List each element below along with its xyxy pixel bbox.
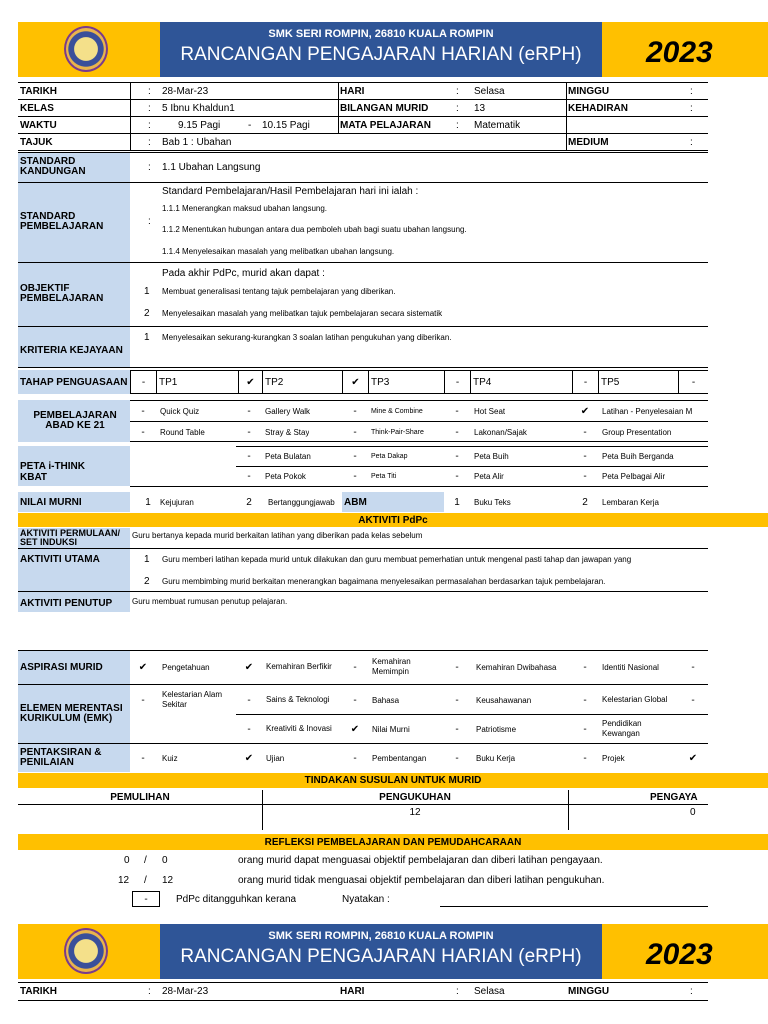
aspirasi-mark[interactable]: - (691, 661, 695, 673)
colon: : (456, 102, 459, 114)
emk-mark[interactable]: - (247, 723, 251, 735)
slash: / (144, 874, 147, 886)
colon: : (148, 985, 151, 997)
school-logo (64, 26, 108, 72)
aspirasi-mark[interactable]: - (583, 661, 587, 673)
refleksi-r1a: 0 (124, 854, 130, 866)
pentaksiran-ujian: Ujian (266, 753, 285, 763)
nyatakan-line[interactable] (440, 906, 708, 907)
ithink-dakap: Peta Dakap (371, 453, 408, 460)
ithink-buih: Peta Buih (474, 452, 509, 461)
emk-mark[interactable]: - (691, 694, 695, 706)
school-logo (64, 928, 108, 974)
abad-group-presentation: Group Presentation (602, 427, 672, 437)
aspirasi-mark[interactable]: ✔ (138, 661, 148, 673)
year: 2023 (646, 36, 713, 69)
label-minggu: MINGGU (568, 85, 610, 97)
emk-bahasa: Bahasa (372, 695, 400, 705)
aspirasi-pengetahuan: Pengetahuan (162, 662, 210, 672)
sp-item-3: 1.1.4 Menyelesaikan masalah yang melibatkan ubahan langsung. (162, 246, 395, 256)
ithink-pelbagai-alir: Peta Pelbagai Alir (602, 472, 666, 481)
school-name: SMK SERI ROMPIN, 26810 KUALA ROMPIN (268, 930, 494, 942)
penutup-text: Guru membuat rumusan penutup pelajaran. (132, 596, 288, 606)
abad-latihan: Latihan - Penyelesaian M (602, 406, 693, 416)
aspirasi-memimpin: Kemahiran Memimpin (372, 657, 411, 676)
header2-title-block (160, 924, 602, 979)
aspirasi-mark[interactable]: - (353, 661, 357, 673)
pentaksiran-mark[interactable]: - (141, 752, 145, 764)
label-tarikh: TARIKH (20, 85, 58, 97)
nilai-1: Kejujuran (160, 497, 194, 507)
nilai-num: 2 (246, 496, 252, 508)
value-tarikh: 28-Mar-23 (162, 85, 209, 97)
header-title-block (160, 22, 602, 77)
value-hari: Selasa (474, 85, 505, 97)
tp4: TP4 (470, 371, 572, 393)
label-bilangan: BILANGAN MURID (340, 102, 429, 114)
tp4-mark[interactable]: - (444, 371, 470, 393)
ithink-buih-berganda: Peta Buih Berganda (602, 452, 674, 461)
pentaksiran-mark[interactable]: - (583, 752, 587, 764)
doc-title: RANCANGAN PENGAJARAN HARIAN (eRPH) (180, 44, 582, 65)
abad-mark[interactable]: - (141, 405, 145, 417)
abad-mark[interactable]: - (455, 405, 459, 417)
emk-kelestarian-global: Kelestarian Global (602, 695, 668, 704)
tindakan-pengukuhan: PENGUKUHAN (379, 791, 451, 803)
tindakan-title: TINDAKAN SUSULAN UNTUK MURID (18, 773, 768, 788)
emk-sains: Sains & Teknologi (266, 695, 330, 704)
refleksi-title: REFLEKSI PEMBELAJARAN DAN PEMUDAHCARAAN (18, 834, 768, 850)
abad-hot-seat: Hot Seat (474, 406, 506, 416)
tindakan-pemulihan: PEMULIHAN (110, 791, 170, 803)
emk-nilai-murni: Nilai Murni (372, 724, 410, 734)
abm-2: Lembaran Kerja (602, 497, 659, 507)
ithink-mark[interactable]: - (353, 471, 357, 482)
colon: : (148, 85, 151, 97)
abm-num: 2 (582, 496, 588, 508)
emk-mark[interactable]: - (583, 694, 587, 706)
value-tarikh: 28-Mar-23 (162, 985, 209, 997)
abad-mark[interactable]: - (455, 426, 459, 438)
pentaksiran-kuiz: Kuiz (162, 753, 178, 763)
colon: : (690, 985, 693, 997)
refleksi-tangguh: PdPc ditangguhkan kerana (176, 893, 297, 905)
utama-num: 2 (144, 575, 150, 587)
label-kehadiran: KEHADIRAN (568, 102, 628, 114)
slash: / (144, 854, 147, 866)
value-standard-kandungan: 1.1 Ubahan Langsung (162, 161, 261, 173)
nilai-2: Bertanggungjawab (268, 497, 335, 507)
ithink-mark[interactable]: - (583, 451, 587, 462)
label-kbat-row: KBAT (20, 471, 48, 483)
abad-mark[interactable]: - (353, 405, 357, 417)
label-tarikh: TARIKH (20, 985, 58, 997)
tindakan-pengukuhan-value: 12 (409, 806, 421, 818)
emk-patriotisme: Patriotisme (476, 724, 517, 734)
aspirasi-mark[interactable]: - (455, 661, 459, 673)
value-waktu-mula: 9.15 Pagi (178, 119, 221, 131)
abad-mine-combine: Mine & Combine (371, 407, 423, 415)
info-grid (18, 82, 708, 152)
refleksi-r1b: 0 (162, 854, 168, 866)
label-hari: HARI (340, 85, 365, 97)
value-kelas: 5 Ibnu Khaldun1 (162, 102, 235, 114)
doc-title: RANCANGAN PENGAJARAN HARIAN (eRPH) (180, 946, 582, 967)
utama-2: Guru membimbing murid berkaitan menerangkan bagaimana menyelesaikan permasalahan berdasarkan tajuk pembelajaran. (162, 576, 606, 586)
colon: : (690, 136, 693, 148)
abad-quick-quiz: Quick Quiz (160, 406, 200, 416)
pentaksiran-mark[interactable]: - (455, 752, 459, 764)
pentaksiran-buku-kerja: Buku Kerja (476, 753, 516, 763)
label-abad21: PEMBELAJARAN ABAD KE 21 (33, 410, 117, 431)
objektif-num: 1 (144, 285, 150, 297)
emk-mark[interactable]: - (583, 723, 587, 735)
emk-kreativiti: Kreativiti & Inovasi (266, 724, 332, 733)
label-tahap: TAHAP PENGUASAAN (20, 376, 128, 388)
abad-round-table: Round Table (160, 427, 205, 437)
colon: : (690, 102, 693, 114)
label-minggu: MINGGU (568, 985, 610, 997)
abad-mark[interactable]: ✔ (580, 405, 590, 417)
utama-num: 1 (144, 553, 150, 565)
tp5: TP5 (598, 371, 678, 393)
ithink-mark[interactable]: - (455, 471, 459, 482)
label-standard-pembelajaran: STANDARD PEMBELAJARAN (20, 211, 104, 232)
ithink-titi: Peta Titi (371, 473, 397, 480)
emk-mark[interactable]: - (455, 694, 459, 706)
value-hari: Selasa (474, 985, 505, 997)
label-kriteria: KRITERIA KEJAYAAN (20, 344, 123, 356)
sp-item-2: 1.1.2 Menentukan hubungan antara dua pemboleh ubah bagi suatu ubahan langsung. (162, 224, 467, 234)
utama-1: Guru memberi latihan kepada murid untuk dilakukan dan guru membuat pemerhatian untuk mengenal pasti tahap dan jawapan yang (162, 554, 632, 564)
objektif-intro: Pada akhir PdPc, murid akan dapat : (162, 267, 325, 279)
label-objektif: OBJEKTIF PEMBELAJARAN (20, 283, 104, 304)
abad-stray-stay: Stray & Stay (265, 427, 310, 437)
tp-extra-mark[interactable]: - (678, 371, 708, 393)
school-name: SMK SERI ROMPIN, 26810 KUALA ROMPIN (268, 28, 494, 40)
label-standard-kandungan: STANDARD KANDUNGAN (20, 156, 86, 177)
emk-mark[interactable]: - (247, 694, 251, 706)
pentaksiran-pembentangan: Pembentangan (372, 753, 427, 763)
label-penutup: AKTIVITI PENUTUP (20, 597, 113, 609)
colon: : (148, 102, 151, 114)
tp1-mark[interactable]: - (130, 371, 156, 393)
aspirasi-mark[interactable]: ✔ (244, 661, 254, 673)
year: 2023 (646, 938, 713, 971)
ithink-mark[interactable]: - (455, 451, 459, 462)
ithink-mark[interactable]: - (247, 451, 251, 462)
pentaksiran-projek: Projek (602, 753, 625, 763)
objektif-item-2: Menyelesaikan masalah yang melibatkan tajuk pembelajaran secara sistematik (162, 308, 443, 318)
label-medium: MEDIUM (568, 136, 609, 148)
colon: : (148, 119, 151, 131)
label-utama: AKTIVITI UTAMA (20, 553, 100, 565)
abad-mark[interactable]: - (353, 426, 357, 438)
pentaksiran-mark[interactable]: ✔ (688, 752, 698, 764)
abad-mark[interactable]: - (141, 426, 145, 438)
label-nilai: NILAI MURNI (20, 496, 82, 508)
tindakan-pengayaan-value: 0 (690, 806, 696, 818)
aspirasi-identiti: Identiti Nasional (602, 662, 659, 672)
tangguh-checkbox[interactable]: - (132, 891, 160, 907)
lower-section (18, 650, 768, 920)
colon: : (148, 136, 151, 148)
ithink-mark[interactable]: - (353, 451, 357, 462)
label-mata-pelajaran: MATA PELAJARAN (340, 119, 431, 131)
ithink-mark[interactable]: - (247, 471, 251, 482)
emk-mark[interactable]: - (141, 694, 145, 706)
label-hari: HARI (340, 985, 365, 997)
tp2: TP2 (262, 371, 342, 393)
objektif-item-1: Membuat generalisasi tentang tajuk pembelajaran yang diberikan. (162, 286, 396, 296)
label-pentaksiran: PENTAKSIRAN & PENILAIAN (20, 747, 102, 768)
emk-mark[interactable]: - (353, 694, 357, 706)
colon: : (148, 161, 151, 173)
colon: : (456, 119, 459, 131)
label-waktu: WAKTU (20, 119, 57, 131)
emk-kewangan: Pendidikan Kewangan (602, 719, 642, 738)
pentaksiran-mark[interactable]: ✔ (244, 752, 254, 764)
dash: - (248, 119, 252, 131)
nilai-num: 1 (145, 496, 151, 508)
tp5-mark[interactable]: - (572, 371, 598, 393)
label-permulaan: AKTIVITI PERMULAAN/ SET INDUKSI (20, 528, 120, 547)
label-kelas: KELAS (20, 102, 54, 114)
kriteria-item: Menyelesaikan sekurang-kurangkan 3 soalan latihan pengukuhan yang diberikan. (162, 332, 452, 342)
value-waktu-tamat: 10.15 Pagi (262, 119, 310, 131)
sp-item-1: 1.1.1 Menerangkan maksud ubahan langsung. (162, 203, 328, 213)
kriteria-num: 1 (144, 331, 150, 343)
ithink-mark[interactable]: - (583, 471, 587, 482)
colon: : (148, 215, 151, 227)
aspirasi-dwibahasa: Kemahiran Dwibahasa (476, 662, 557, 672)
refleksi-r2b: 12 (162, 874, 174, 886)
aspirasi-berfikir: Kemahiran Berfikir (266, 662, 332, 671)
emk-keusahawanan: Keusahawanan (476, 695, 532, 705)
abad-think-pair-share: Think-Pair-Share (371, 428, 424, 436)
label-aspirasi-row: ASPIRASI MURID (20, 661, 103, 673)
tp3: TP3 (368, 371, 444, 393)
label-abm: ABM (344, 496, 367, 508)
ithink-pokok: Peta Pokok (265, 472, 306, 481)
abm-1: Buku Teks (474, 497, 511, 507)
abm-num: 1 (454, 496, 460, 508)
refleksi-r1-text: orang murid dapat menguasai objektif pembelajaran dan diberi latihan pengayaan. (238, 854, 603, 866)
permulaan-text: Guru bertanya kepada murid berkaitan latihan yang diberikan pada kelas sebelum (132, 530, 423, 540)
colon: : (456, 985, 459, 997)
refleksi-r2-text: orang murid tidak menguasai objektif pembelajaran dan diberi latihan pengukuhan. (238, 874, 605, 886)
tindakan-pengayaan: PENGAYA (650, 791, 698, 803)
pentaksiran-mark[interactable]: - (353, 752, 357, 764)
tp1: TP1 (156, 371, 238, 393)
abad-mark[interactable]: - (247, 405, 251, 417)
abad-mark[interactable]: - (583, 426, 587, 438)
value-bilangan: 13 (474, 102, 486, 114)
abad-lakonan: Lakonan/Sajak (474, 427, 527, 437)
header2-year-block (602, 924, 768, 979)
tp2-mark[interactable]: ✔ (238, 371, 262, 393)
value-mata-pelajaran: Matematik (474, 119, 521, 131)
emk-kelestarian-alam: Kelestarian Alam Sekitar (162, 690, 223, 709)
aktiviti-title: AKTIVITI PdPc (18, 513, 768, 527)
abad-mark[interactable]: - (247, 426, 251, 438)
objektif-num: 2 (144, 307, 150, 319)
refleksi-r2a: 12 (118, 874, 130, 886)
emk-mark[interactable]: - (455, 723, 459, 735)
sp-intro: Standard Pembelajaran/Hasil Pembelajaran hari ini ialah : (162, 185, 419, 197)
colon: : (690, 85, 693, 97)
tp3-mark[interactable]: ✔ (342, 371, 368, 393)
label-ithink: PETA i-THINK (20, 460, 85, 472)
header-year-block (602, 22, 768, 77)
ithink-alir: Peta Alir (474, 472, 504, 481)
ithink-bulatan: Peta Bulatan (265, 452, 311, 461)
label-emk: ELEMEN MERENTASI KURIKULUM (EMK) (20, 703, 123, 724)
refleksi-nyatakan: Nyatakan : (342, 893, 390, 905)
emk-mark[interactable]: ✔ (350, 723, 360, 735)
colon: : (456, 85, 459, 97)
value-tajuk: Bab 1 : Ubahan (162, 136, 232, 148)
label-tajuk: TAJUK (20, 136, 53, 148)
abad-gallery-walk: Gallery Walk (265, 406, 311, 416)
